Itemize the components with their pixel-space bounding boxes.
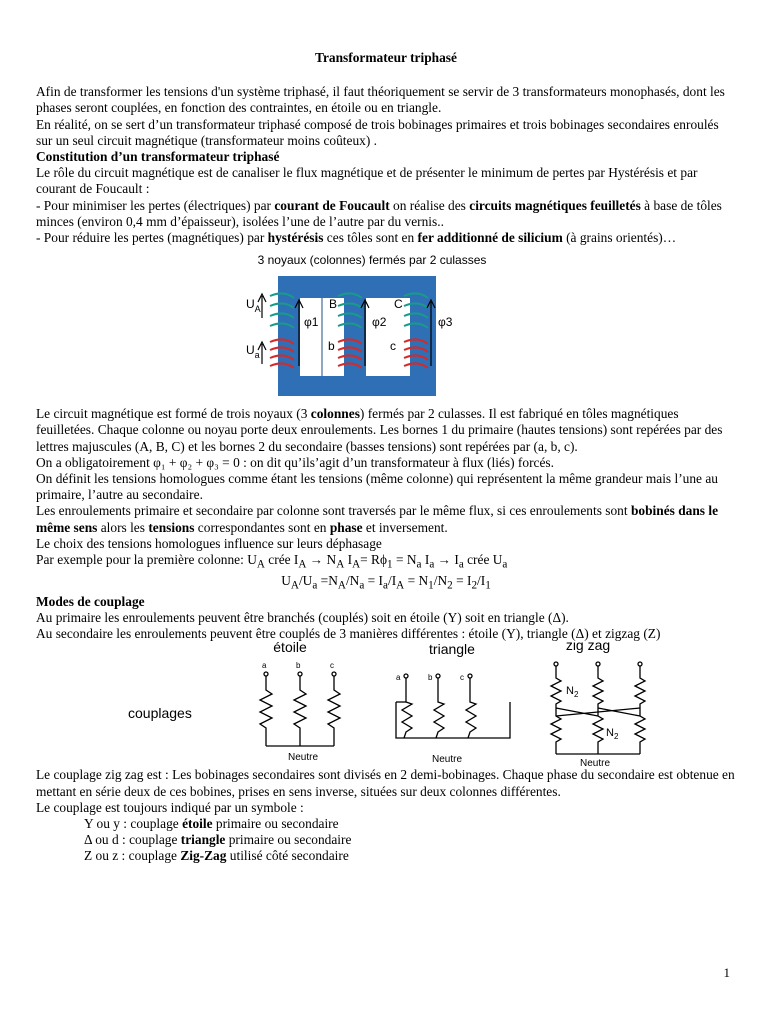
intro-paragraph-2: En réalité, on se sert d’un transformateur triphasé composé de trois bobinages primaires et trois bobinages secondaires enroulés sur un seul circuit magnétique (transformateur moins coûteux) . <box>36 116 719 148</box>
zigzag-diagram <box>551 662 645 754</box>
zigzag-description: Le couplage zig zag est : Les bobinages secondaires sont divisés en 2 demi-bobinages. Chaque phase du secondaire est obtenue en mettant en série deux de ces bobines, prises en sens inverse, situées sur deux colonnes différentes. <box>36 767 735 799</box>
homologues-paragraph: On définit les tensions homologues comme étant les tensions (même colonne) qui représentent la même grandeur mais l’une au primaire, l’autre au secondaire. <box>36 471 718 503</box>
triangle-label-b: b <box>428 673 433 683</box>
flux-sum-paragraph: On a obligatoirement φ₁ + φ₂ + φ₃ = 0 : on dit qu’ils’agit d’un transformateur à flux (liés) forcés. <box>36 454 554 470</box>
phase-choice-paragraph: Le choix des tensions homologues influence sur leurs déphasage <box>36 535 382 551</box>
star-label-b: b <box>296 661 301 671</box>
heading-constitution: Constitution d’un transformateur triphasé <box>36 149 280 165</box>
label-c-upper: C <box>394 297 403 312</box>
coupling-figure <box>0 642 768 767</box>
symbol-zigzag: Z ou z : couplage Zig-Zag utilisé côté secondaire <box>84 848 349 864</box>
star-neutral-label: Neutre <box>288 752 319 764</box>
primary-coupling-paragraph: Au primaire les enroulements peuvent être branchés (couplés) soit en étoile (Y) soit en triangle (Δ). <box>36 610 569 626</box>
etoile-label: étoile <box>273 642 307 656</box>
zigzag-n2-lower: $N_2$ <box>606 727 619 742</box>
zigzag-label: zig zag <box>565 642 611 654</box>
symbol-intro: Le couplage est toujours indiqué par un symbole : <box>36 799 304 815</box>
zigzag-n2-upper: $N_2$ <box>566 685 579 700</box>
label-c-lower: c <box>390 339 396 354</box>
role-paragraph: Le rôle du circuit magnétique est de canaliser le flux magnétique et de présenter le minimum de pertes par Hystérésis et par courant de Foucault : <box>36 165 698 197</box>
symbol-triangle: Δ ou d : couplage triangle primaire ou secondaire <box>84 832 352 848</box>
heading-modes: Modes de couplage <box>36 593 145 609</box>
circuit-paragraph: Le circuit magnétique est formé de trois noyaux (3 colonnes) fermés par 2 culasses. Il est fabriqué en tôles magnétiques feuilletées. Chaque colonne ou noyau porte deux enroulements. Les bornes 1 du primaire (hautes tensions) sont repérées par des lettres majuscules (A, B, C) et les bornes 2 du secondaire (basses tensions) sont repérées par (a, b, c). <box>36 406 723 454</box>
zigzag-neutral-label: Neutre <box>580 758 611 768</box>
star-diagram <box>260 672 340 746</box>
label-phi2: φ2 <box>372 315 387 330</box>
star-label-a: a <box>262 661 267 671</box>
label-b-lower: b <box>328 339 335 354</box>
secondary-coupling-paragraph: Au secondaire les enroulements peuvent être couplés de 3 manières différentes : étoile (Y), triangle (Δ) et zigzag (Z) <box>36 626 661 642</box>
symbol-star: Y ou y : couplage étoile primaire ou secondaire <box>84 816 339 832</box>
triangle-diagram <box>396 674 510 738</box>
label-b-upper: B <box>329 297 338 312</box>
foucault-paragraph: - Pour minimiser les pertes (électriques) par courant de Foucault on réalise des circuits magnétiques feuilletés à base de tôles minces (environ 0,4 mm d’épaisseur), isolées l’une de l’autre par du vernis.. <box>36 197 722 229</box>
couplages-label: couplages <box>128 705 192 722</box>
transformer-core-figure <box>0 246 768 406</box>
hysteresis-paragraph: - Pour réduire les pertes (magnétiques) par hystérésis ces tôles sont en fer additionné de silicium (à grains orientés)… <box>36 230 677 246</box>
document-page <box>36 50 736 865</box>
triangle-label-a: a <box>396 673 401 683</box>
triangle-label: triangle <box>429 642 475 658</box>
page-number: 1 <box>723 965 730 980</box>
label-ua-secondary: $U_a$ <box>246 343 260 361</box>
triangle-label-c: c <box>460 673 464 683</box>
label-phi1: φ1 <box>304 315 319 330</box>
windings-paragraph: Les enroulements primaire et secondaire par colonne sont traversés par le même flux, si ces enroulements sont bobinés dans le même sens alors les tensions correspondantes sont en phase et inversement. <box>36 503 719 535</box>
example-paragraph: Par exemple pour la première colonne: $U_A$ crée $I_A \to N_A$ $I_A= R\phi_1 = N_a$ $I_a \to I_a$ crée $U_a$ <box>36 552 508 571</box>
label-phi3: φ3 <box>438 315 453 330</box>
triangle-neutral-label: Neutre <box>432 754 463 766</box>
intro-paragraph-1: Afin de transformer les tensions d'un système triphasé, il faut théoriquement se servir de 3 transformateurs monophasés, dont les phases seront couplées, en fonction des contraintes, en étoile ou en triangle. <box>36 84 725 116</box>
label-ua-primary: $U_A$ <box>246 297 261 315</box>
ratio-formula: $U_A/U_a =N_A/N_a = I_a/I_A = N_1/N_2 = I_2/I_1$ <box>281 572 491 592</box>
page-title: Transformateur triphasé <box>315 50 457 65</box>
figure-caption: 3 noyaux (colonnes) fermés par 2 culasses <box>257 253 487 268</box>
star-label-c: c <box>330 661 334 671</box>
